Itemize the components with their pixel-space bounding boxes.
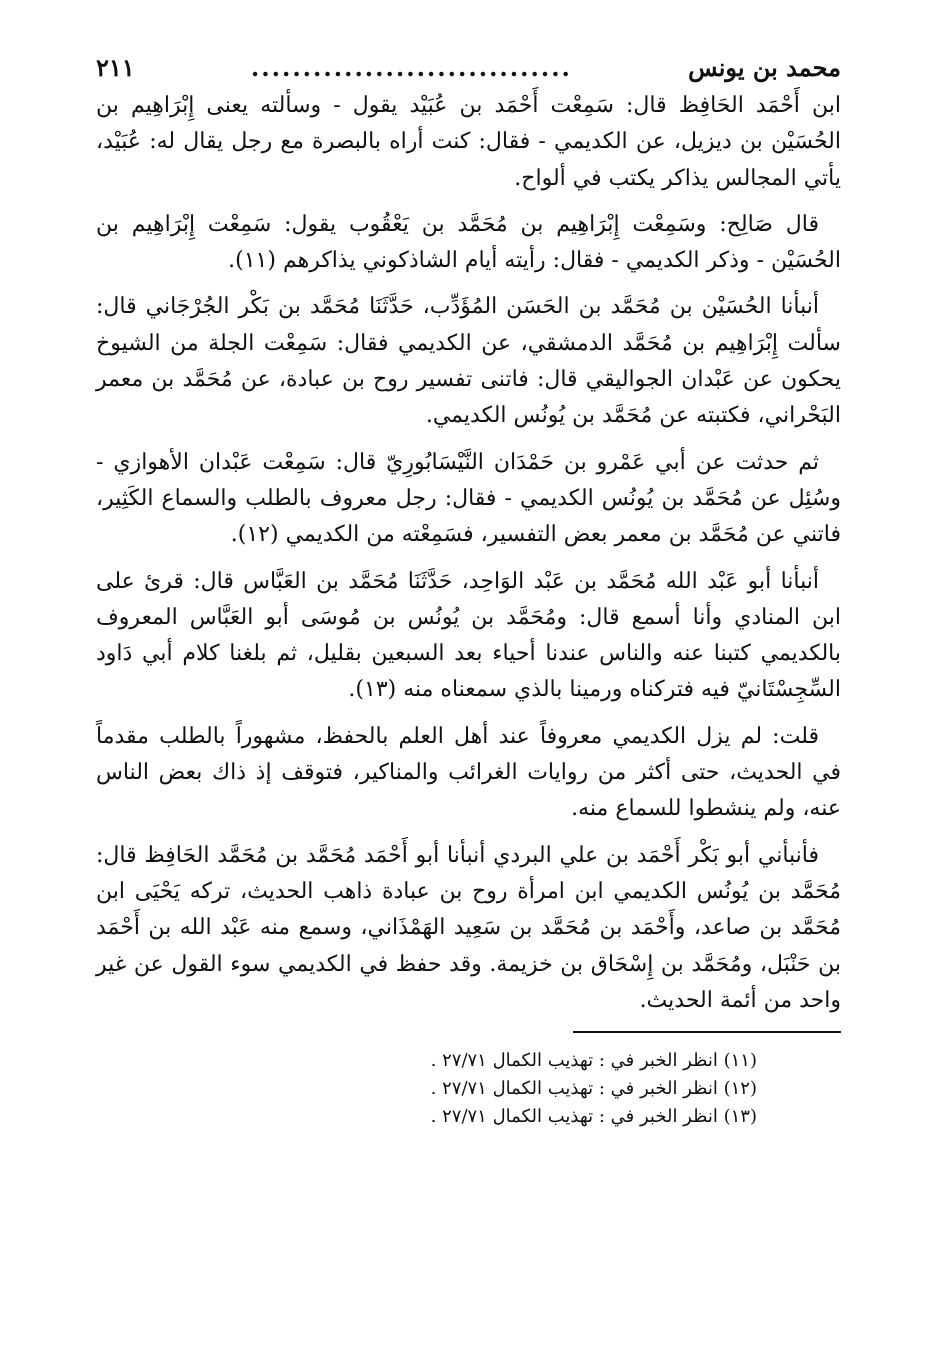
paragraph-4: ثم حدثت عن أبي عَمْرو بن حَمْدَان النَّيْسَابُورِيّ قال: سَمِعْت عَبْدان الأهوازي - وسُئِل عن مُحَمَّد بن يُونُس الكديمي - فقال: رجل معروف بالطلب والسماع الكَثِير، فاتني عن مُحَمَّد بن معمر بعض التفسير، فسَمِعْته من الكديمي (١٢). — [96, 449, 841, 548]
paragraph-1: ابن أَحْمَد الحَافِظ قال: سَمِعْت أَحْمَد بن عُبَيْد يقول - وسألته يعنى إِبْرَاهِيم بن الحُسَيْن بن ديزيل، عن الكديمي - فقال: كنت أراه بالبصرة مع رجل يقال له: عُبَيْد، يأتي المجالس يذاكر يكتب في ألواح. — [96, 93, 841, 191]
paragraph-3: أنبأنا الحُسَيْن بن مُحَمَّد بن الحَسَن المُؤَدِّب، حَدَّثَنَا مُحَمَّد بن بَكْر الجُرْجَاني قال: سألت إِبْرَاهِيم بن مُحَمَّد الدمشقي، عن الكديمي فقال: سَمِعْت الجلة من الشيوخ يحكون عن عَبْدان الجواليقي قال: فاتنى تفسير روح بن عبادة، عن مُحَمَّد بن معمر البَحْراني، فكتبته عن مُحَمَّد بن يُونُس الكديمي. — [96, 294, 841, 429]
leader-dots: ............................... — [250, 53, 572, 82]
footnotes — [96, 1047, 841, 1131]
footnote-divider — [573, 1031, 841, 1033]
footnote-13: (١٣) انظر الخبر في : تهذيب الكمال ٢٧/٧١ . — [430, 1106, 757, 1128]
paragraph-5: أنبأنا أبو عَبْد الله مُحَمَّد بن عَبْد الوَاحِد، حَدَّثَنَا مُحَمَّد بن العَبَّاس قال: قرئ على ابن المنادي وأنا أسمع قال: ومُحَمَّد بن يُونُس بن مُوسَى أبو العَبَّاس المعروف بالكديمي كتبنا عنه والناس عندنا أحياء بعد السبعين بقليل، ثم بلغنا كلام أبي دَاود السِّجِسْتَانيّ فيه فتركناه ورمينا بالذي سمعناه منه (١٣). — [96, 568, 841, 703]
main-text — [96, 88, 841, 1019]
paragraph-2: قال صَالِح: وسَمِعْت إِبْرَاهِيم بن مُحَمَّد بن يَعْقُوب يقول: سَمِعْت إِبْرَاهِيم بن الحُسَيْن - وذكر الكديمي - فقال: رأيته أيام الشاذكوني يذاكرهم (١١). — [96, 211, 841, 274]
paragraph-6: قلت: لم يزل الكديمي معروفاً عند أهل العلم بالحفظ، مشهوراً بالطلب مقدماً في الحديث، حتى أكثر من روايات الغرائب والمناكير، فتوقف إذ ذاك بعض الناس عنه، ولم ينشطوا للسماع منه. — [96, 723, 841, 822]
footnote-12: (١٢) انظر الخبر في : تهذيب الكمال ٢٧/٧١ . — [430, 1078, 757, 1100]
running-header — [96, 48, 841, 88]
book-page — [96, 48, 841, 1131]
running-header-title: محمد بن يونس — [688, 53, 841, 82]
page-number: ٢١١ — [96, 53, 135, 82]
paragraph-7: فأنبأني أبو بَكْر أَحْمَد بن علي البردي أنبأنا أبو أَحْمَد مُحَمَّد بن مُحَمَّد الحَافِظ قال: مُحَمَّد بن يُونُس الكديمي ابن امرأة روح بن عبادة ذاهب الحديث، تركه يَحْيَى ابن مُحَمَّد بن صاعد، وأَحْمَد بن مُحَمَّد بن سَعِيد الهَمْذَاني، وسمع منه عَبْد الله بن أَحْمَد بن حَنْبَل، ومُحَمَّد بن إِسْحَاق بن خزيمة. وقد حفظ في الكديمي سوء القول عن غير واحد من أئمة الحديث. — [96, 842, 841, 1013]
footnote-11: (١١) انظر الخبر في : تهذيب الكمال ٢٧/٧١ . — [430, 1050, 757, 1072]
